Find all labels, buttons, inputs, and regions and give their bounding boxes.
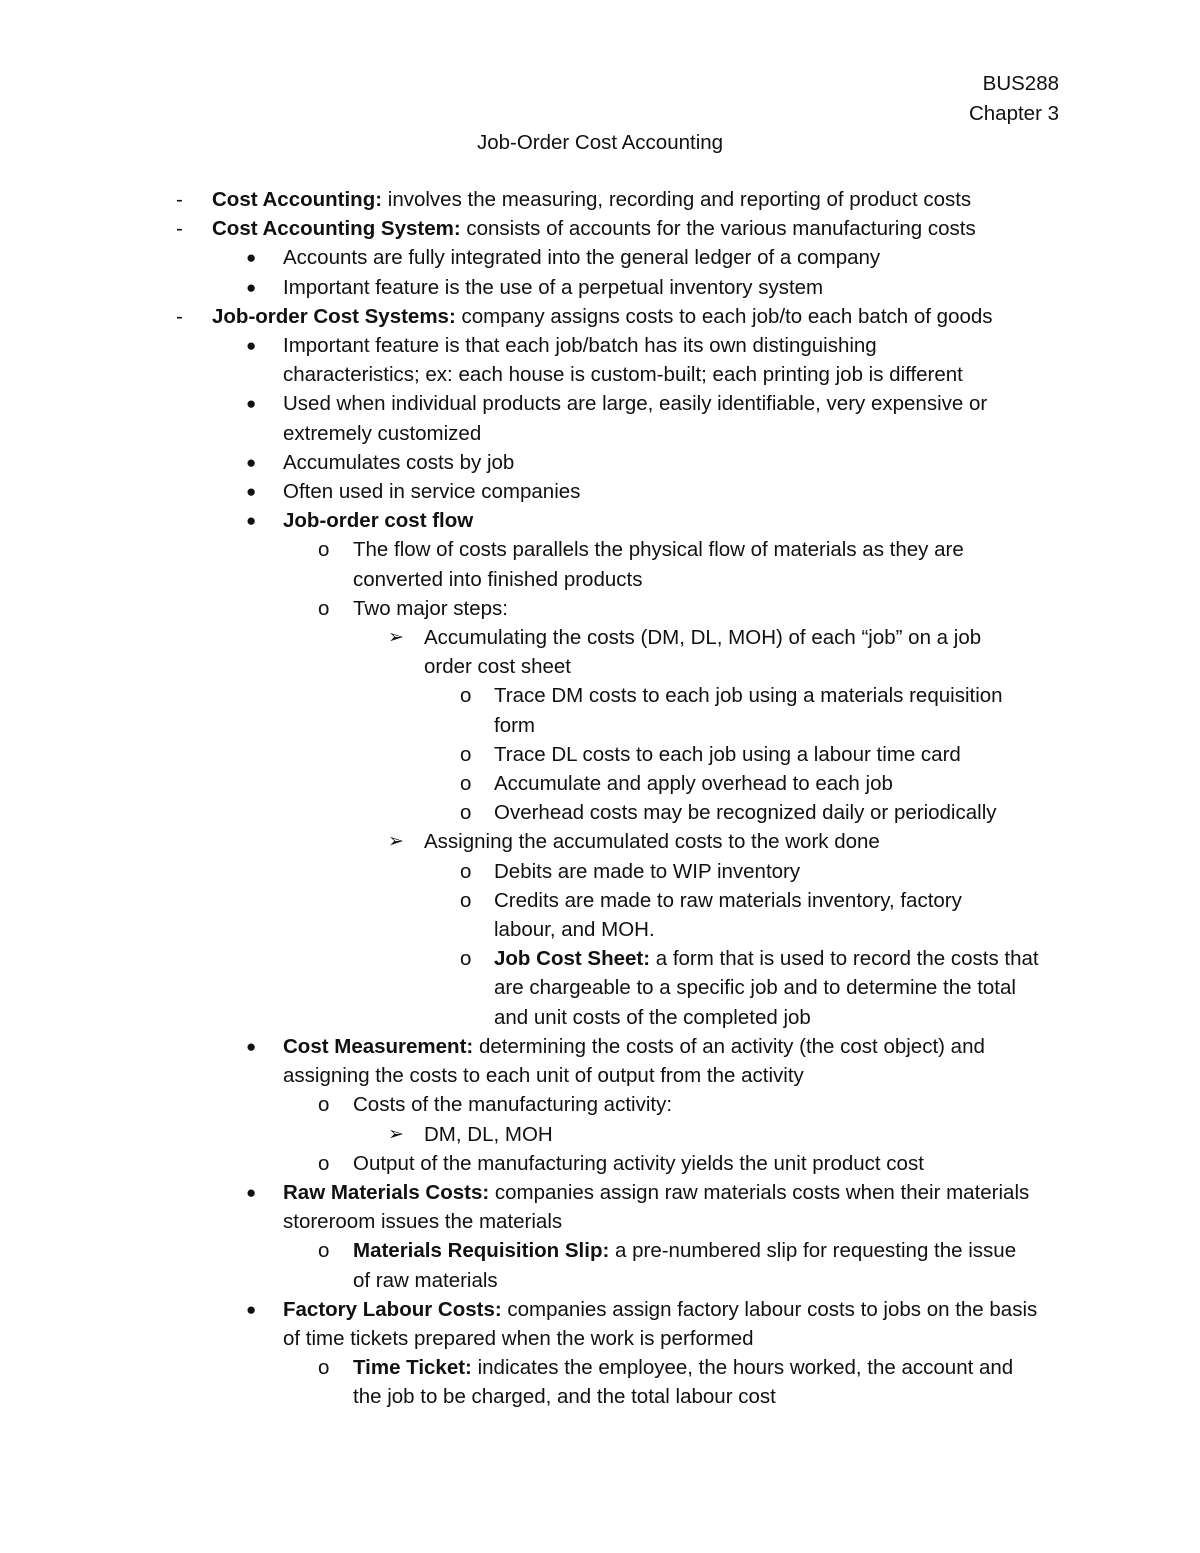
list-item — [0, 594, 1200, 623]
text-line — [494, 681, 1200, 710]
circle-marker: o — [318, 1239, 330, 1263]
bullet-marker: ● — [246, 336, 257, 356]
bullet-marker: ● — [246, 277, 257, 297]
page-title: Job-Order Cost Accounting — [476, 131, 724, 154]
list-item — [0, 740, 1200, 769]
text-segment: of time tickets prepared when the work is performed — [283, 1326, 754, 1350]
term-label: Materials Requisition Slip: — [353, 1239, 610, 1263]
text-line — [212, 302, 1200, 331]
text-segment: company assigns costs to each job/to each batch of goods — [455, 304, 993, 328]
list-item — [0, 798, 1200, 827]
term-label: Job Cost Sheet: — [494, 947, 651, 971]
list-item — [0, 448, 1200, 477]
list-item — [0, 1032, 1200, 1090]
text-line — [283, 1178, 1200, 1207]
list-item — [0, 477, 1200, 506]
text-line — [353, 1353, 1200, 1382]
bullet-marker: ● — [246, 452, 257, 472]
text-segment: Costs of the manufacturing activity: — [353, 1093, 673, 1117]
text-line — [283, 331, 1200, 360]
text-segment: Credits are made to raw materials inventory, factory — [494, 888, 962, 912]
circle-marker: o — [318, 1356, 330, 1380]
text-line — [494, 769, 1200, 798]
list-item — [0, 302, 1200, 331]
text-line — [283, 1061, 1200, 1090]
text-line — [283, 1295, 1200, 1324]
list-item — [0, 243, 1200, 272]
text-line — [283, 389, 1200, 418]
list-item — [0, 1090, 1200, 1119]
text-line — [494, 798, 1200, 827]
circle-marker: o — [318, 596, 330, 620]
text-line — [424, 623, 1200, 652]
list-item — [0, 273, 1200, 302]
text-line — [494, 973, 1200, 1002]
circle-marker: o — [318, 1151, 330, 1175]
text-segment: Important feature is that each job/batch has its own distinguishing — [283, 334, 877, 358]
term-label: Cost Accounting: — [212, 188, 383, 211]
text-line — [494, 915, 1200, 944]
text-segment: of raw materials — [353, 1268, 498, 1292]
bullet-marker: ● — [246, 482, 257, 502]
text-segment: Often used in service companies — [283, 480, 581, 504]
text-line — [283, 273, 1200, 302]
text-segment: converted into finished products — [353, 567, 643, 591]
text-segment: Output of the manufacturing activity yields the unit product cost — [353, 1151, 924, 1175]
text-line — [283, 1324, 1200, 1353]
text-line — [353, 1266, 1200, 1295]
text-segment: Accounts are fully integrated into the general ledger of a company — [283, 246, 881, 270]
list-item — [0, 1178, 1200, 1236]
term-label: Factory Labour Costs: — [283, 1297, 502, 1321]
list-item — [0, 1236, 1200, 1294]
text-line — [353, 1149, 1200, 1178]
text-segment: Two major steps: — [353, 596, 508, 620]
text-segment: consists of accounts for the various manufacturing costs — [460, 217, 976, 241]
list-item — [0, 827, 1200, 856]
text-segment: determining the costs of an activity (the cost object) and — [473, 1034, 985, 1058]
text-segment: Important feature is the use of a perpetual inventory system — [283, 275, 824, 299]
term-label: Job-order cost flow — [283, 509, 474, 533]
text-segment: characteristics; ex: each house is custom-built; each printing job is different — [283, 363, 963, 387]
arrow-marker: ➢ — [388, 1123, 404, 1145]
text-line — [424, 827, 1200, 856]
text-line — [283, 506, 1200, 535]
circle-marker: o — [460, 859, 472, 883]
text-segment: companies assign raw materials costs when their materials — [489, 1180, 1030, 1204]
text-line — [353, 594, 1200, 623]
circle-marker: o — [460, 801, 472, 825]
list-item — [0, 1295, 1200, 1353]
text-segment: the job to be charged, and the total labour cost — [353, 1385, 776, 1409]
term-label: Cost Accounting System: — [212, 217, 461, 241]
text-line — [283, 477, 1200, 506]
list-item — [0, 1353, 1200, 1411]
text-segment: extremely customized — [283, 421, 482, 445]
text-segment: Accumulating the costs (DM, DL, MOH) of each “job” on a job — [424, 626, 982, 650]
text-line — [494, 740, 1200, 769]
text-segment: Debits are made to WIP inventory — [494, 859, 801, 883]
text-line — [283, 243, 1200, 272]
text-line — [283, 360, 1200, 389]
circle-marker: o — [318, 538, 330, 562]
term-label: Job-order Cost Systems: — [212, 304, 456, 328]
text-segment: are chargeable to a specific job and to determine the total — [494, 976, 1016, 1000]
text-segment: a pre-numbered slip for requesting the issue — [609, 1239, 1017, 1263]
bullet-marker: ● — [246, 248, 257, 268]
text-segment: Assigning the accumulated costs to the work done — [424, 830, 880, 854]
bullet-marker: ● — [246, 1299, 257, 1319]
text-line — [494, 711, 1200, 740]
text-segment: labour, and MOH. — [494, 918, 655, 942]
text-segment: The flow of costs parallels the physical flow of materials as they are — [353, 538, 964, 562]
term-label: Raw Materials Costs: — [283, 1180, 490, 1204]
text-line — [283, 1032, 1200, 1061]
circle-marker: o — [460, 947, 472, 971]
text-line — [353, 535, 1200, 564]
text-segment: DM, DL, MOH — [424, 1122, 553, 1146]
course-code: BUS288 — [982, 72, 1059, 95]
text-segment: a form that is used to record the costs that — [650, 947, 1039, 971]
dash-marker: - — [176, 188, 183, 211]
text-line — [212, 185, 1200, 214]
text-segment: and unit costs of the completed job — [494, 1005, 811, 1029]
text-line — [494, 944, 1200, 973]
text-segment: Used when individual products are large, easily identifiable, very expensive or — [283, 392, 988, 416]
list-item — [0, 886, 1200, 944]
circle-marker: o — [460, 684, 472, 708]
text-line — [283, 1207, 1200, 1236]
list-item — [0, 185, 1200, 214]
text-line — [283, 448, 1200, 477]
text-segment: companies assign factory labour costs to jobs on the basis — [501, 1297, 1038, 1321]
circle-marker: o — [460, 742, 472, 766]
text-line — [424, 1120, 1200, 1149]
circle-marker: o — [460, 888, 472, 912]
list-item — [0, 506, 1200, 535]
bullet-marker: ● — [246, 511, 257, 531]
text-segment: involves the measuring, recording and reporting of product costs — [382, 188, 972, 211]
text-line — [353, 565, 1200, 594]
text-segment: Trace DL costs to each job using a labour time card — [494, 742, 961, 766]
text-line — [494, 886, 1200, 915]
list-item — [0, 1149, 1200, 1178]
list-item — [0, 944, 1200, 1032]
dash-marker: - — [176, 304, 183, 328]
list-item — [0, 535, 1200, 593]
dash-marker: - — [176, 217, 183, 241]
text-line — [283, 419, 1200, 448]
list-item — [0, 681, 1200, 739]
text-line — [353, 1236, 1200, 1265]
list-item — [0, 1120, 1200, 1149]
bullet-marker: ● — [246, 1036, 257, 1056]
text-segment: Accumulates costs by job — [283, 450, 515, 474]
text-line — [353, 1090, 1200, 1119]
bullet-marker: ● — [246, 394, 257, 414]
text-segment: Overhead costs may be recognized daily or periodically — [494, 801, 997, 825]
circle-marker: o — [318, 1093, 330, 1117]
text-segment: Trace DM costs to each job using a materials requisition — [494, 684, 1003, 708]
list-item — [0, 331, 1200, 389]
text-segment: form — [494, 713, 535, 737]
list-item — [0, 214, 1200, 243]
term-label: Cost Measurement: — [283, 1034, 474, 1058]
bullet-marker: ● — [246, 1182, 257, 1202]
arrow-marker: ➢ — [388, 627, 404, 649]
list-item — [0, 623, 1200, 681]
list-item — [0, 389, 1200, 447]
text-segment: order cost sheet — [424, 655, 571, 679]
text-segment: storeroom issues the materials — [283, 1210, 563, 1234]
text-segment: Accumulate and apply overhead to each job — [494, 772, 893, 796]
text-line — [424, 652, 1200, 681]
text-line — [494, 1003, 1200, 1032]
list-item — [0, 769, 1200, 798]
chapter-label: Chapter 3 — [968, 102, 1059, 125]
text-line — [494, 857, 1200, 886]
term-label: Time Ticket: — [353, 1356, 472, 1380]
list-item — [0, 857, 1200, 886]
notes-outline — [0, 185, 1200, 1412]
arrow-marker: ➢ — [388, 831, 404, 853]
text-segment: assigning the costs to each unit of output from the activity — [283, 1064, 804, 1088]
text-line — [353, 1382, 1200, 1411]
text-segment: indicates the employee, the hours worked, the account and — [471, 1356, 1014, 1380]
text-line — [212, 214, 1200, 243]
circle-marker: o — [460, 772, 472, 796]
